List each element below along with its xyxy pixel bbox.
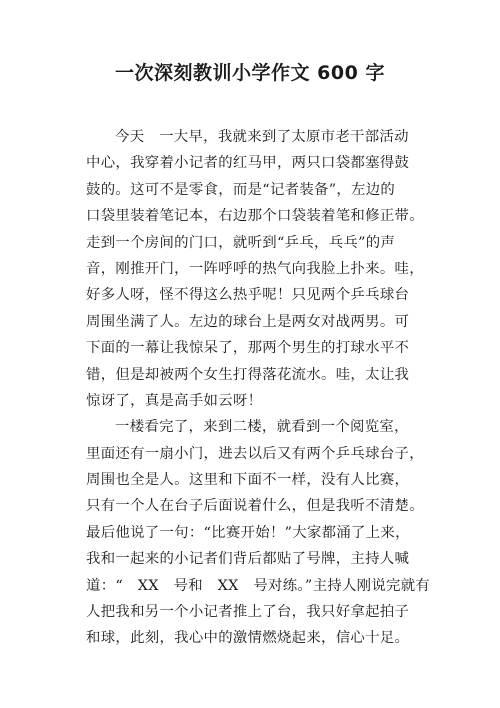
paragraph-line: 今天 一大早，我就来到了太原市老干部活动 xyxy=(115,129,409,145)
paragraph-line: 道：“ XX 号和 XX 号对练。”主持人刚说完就有 xyxy=(86,577,431,594)
paragraph-line: 和球，此刻，我心中的激情燃烧起来，信心十足。 xyxy=(86,630,410,647)
paragraph-line: 错，但是却被两个女生打得落花流水。哇，太让我 xyxy=(86,366,410,383)
paragraph-line: 人把我和另一个小记者推上了台，我只好拿起拍子 xyxy=(86,604,410,621)
paragraph-line: 音，刚推开门，一阵呼呼的热气向我脸上扑来。哇， xyxy=(86,260,424,277)
paragraph-line: 周围坐满了人。左边的球台上是两女对战两男。可 xyxy=(86,313,410,330)
paragraph-line: 好多人呀，怪不得这么热乎呢！只见两个乒乓球台 xyxy=(86,287,410,304)
paragraph-line: 下面的一幕让我惊呆了，那两个男生的打球水平不 xyxy=(86,340,410,357)
paragraph-line: 我和一起来的小记者们背后都贴了号牌，主持人喊 xyxy=(86,551,410,568)
paragraph-line: 走到一个房间的门口，就听到“乒乓，乓乓”的声 xyxy=(86,234,396,251)
paragraph-line: 最后他说了一句：“比赛开始！”大家都涌了上来， xyxy=(86,524,410,541)
paragraph-line: 惊讶了，真是高手如云呀！ xyxy=(86,392,263,409)
paragraph-line: 只有一个人在台子后面说着什么，但是我听不清楚。 xyxy=(86,498,424,515)
paragraph-line: 中心，我穿着小记者的红马甲，两只口袋都塞得鼓 xyxy=(86,155,410,172)
document-title: 一次深刻教训小学作文 600 字 xyxy=(115,62,385,84)
document-body xyxy=(86,124,431,652)
paragraph-line: 一楼看完了，来到二楼，就看到一个阅览室， xyxy=(115,419,409,436)
paragraph-line: 周围也全是人。这里和下面不一样，没有人比赛， xyxy=(86,472,410,489)
paragraph-line: 里面还有一扇小门，进去以后又有两个乒乓球台子， xyxy=(86,445,424,462)
paragraph-line: 鼓的。这可不是零食，而是“记者装备”，左边的 xyxy=(86,181,396,198)
paragraph-line: 口袋里装着笔记本，右边那个口袋装着笔和修正带。 xyxy=(86,208,424,225)
